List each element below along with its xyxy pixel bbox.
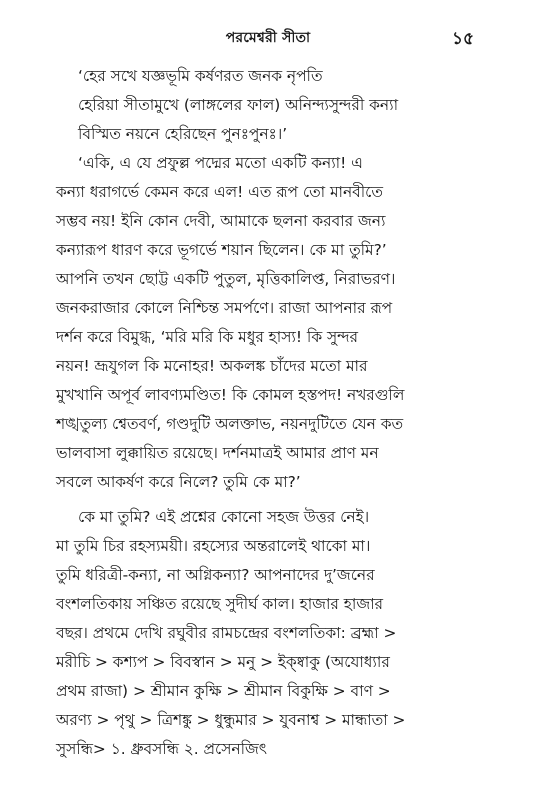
paragraph-line: ‘একি, এ যে প্রফুল্ল পদ্মের মতো একটি কন্যা! এ [78, 154, 363, 172]
verse-block [56, 62, 486, 149]
paragraph-line: সম্ভব নয়! ইনি কোন দেবী, আমাকে ছলনা করবার জন্য [56, 212, 386, 230]
page-number: ১৫ [451, 29, 474, 49]
paragraph-line: মরীচি > কশ্যপ > বিবস্বান > মনু > ইক্ষ্বাকু (অযোধ্যার [56, 653, 390, 671]
running-title: পরমেশ্বরী সীতা [225, 30, 311, 46]
paragraph-line: নয়ন! ভ্রূযুগল কি মনোহর! অকলঙ্ক চাঁদের মতো মার [56, 357, 368, 375]
paragraph-1 [56, 149, 486, 497]
paragraph-line: জনকরাজার কোলে নিশ্চিন্ত সমর্পণে। রাজা আপনার রূপ [56, 299, 393, 317]
paragraph-line: মুখখানি অপূর্ব লাবণ্যমণ্ডিত! কি কোমল হস্তপদ! নখরগুলি [56, 386, 405, 404]
paragraph-line: প্রথম রাজা) > শ্রীমান কুক্ষি > শ্রীমান বিকুক্ষি > বাণ > [56, 682, 391, 700]
page-body [56, 62, 486, 764]
paragraph-line: তুমি ধরিত্রী-কন্যা, না অগ্নিকন্যা? আপনাদের দু’জনের [56, 566, 375, 584]
paragraph-line: কে মা তুমি? এই প্রশ্নের কোনো সহজ উত্তর নেই। [78, 508, 370, 526]
running-header [0, 26, 536, 50]
verse-line: হেরিয়া সীতামুখে (লাঙ্গলের ফাল) অনিন্দ্যসুন্দরী কন্যা [78, 96, 399, 114]
paragraph-line: দর্শন করে বিমুগ্ধ, ‘মরি মরি কি মধুর হাস্য! কি সুন্দর [56, 328, 358, 346]
paragraph-line: ভালবাসা লুক্কায়িত রয়েছে। দর্শনমাত্রই আমার প্রাণ মন [56, 444, 379, 462]
paragraph-line: শঙ্খতুল্য শ্বেতবর্ণ, গণ্ডদুটি অলক্তাভ, নয়নদুটিতে যেন কত [56, 415, 404, 433]
paragraph-line: বংশলতিকায় সঞ্চিত রয়েছে সুদীর্ঘ কাল। হাজার হাজার [56, 595, 384, 613]
paragraph-line: বছর। প্রথমে দেখি রঘুবীর রামচন্দ্রের বংশলতিকা: ব্রহ্মা > [56, 624, 397, 642]
paragraph-line: আপনি তখন ছোট্ট একটি পুতুল, মৃত্তিকালিপ্ত, নিরাভরণ। [56, 270, 396, 288]
verse-line: বিস্মিত নয়নে হেরিছেন পুনঃপুনঃ।’ [78, 125, 288, 143]
verse-line: ‘হের সখে যজ্ঞভূমি কর্ষণরত জনক নৃপতি [78, 67, 323, 85]
paragraph-2 [56, 503, 486, 764]
paragraph-line: অরণ্য > পৃথু > ত্রিশঙ্কু > ধুন্ধুমার > যুবনাশ্ব > মান্ধাতা > [56, 711, 406, 729]
paragraph-line: মা তুমি চির রহস্যময়ী। রহস্যের অন্তরালেই থাকো মা। [56, 537, 371, 555]
paragraph-line: কন্যারূপ ধারণ করে ভূগর্ভে শয়ান ছিলেন। কে মা তুমি?’ [56, 241, 387, 259]
paragraph-line: কন্যা ধরাগর্ভে কেমন করে এল! এত রূপ তো মানবীতে [56, 183, 383, 201]
paragraph-line: সবলে আকর্ষণ করে নিলে? তুমি কে মা?’ [56, 473, 301, 491]
paragraph-line: সুসন্ধি> ১. ধ্রুবসন্ধি ২. প্রসেনজিৎ [56, 740, 267, 758]
